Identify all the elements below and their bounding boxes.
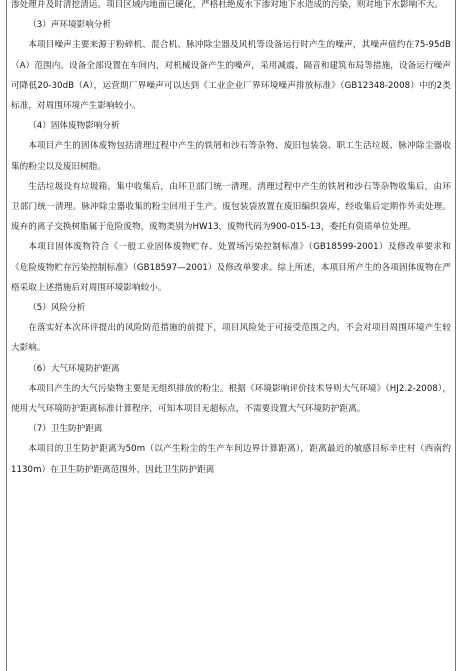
- paragraph-solid-waste-standards: 本项目固体废物符合《一般工业固体废物贮存、处置场污染控制标准》（GB18599-2001）及修改单要求和《危险废物贮存污染控制标准》（GB18597—2001）及修改单要求。综上所述，本项目所产生的各项固体废物在严格采取上述措施后对周围环境影响较小。: [11, 242, 451, 293]
- paragraph-atmospheric-distance: 本项目产生的大气污染物主要是无组织排放的粉尘。根据《环境影响评价技术导则大气环境》（HJ2.2-2008），使用大气环境防护距离标准计算程序，可知本项目无超标点，不需要设置大气环境防护距离。: [11, 383, 451, 415]
- paragraph-risk: 在落实好本次环评提出的风险防范措施的前提下，项目风险处于可接受范围之内，不会对项目周围环境产生较大影响。: [11, 323, 451, 354]
- heading-sanitary-distance: （7）卫生防护距离: [28, 424, 103, 435]
- paragraph-noise: 本项目噪声主要来源于粉碎机、混合机、脉冲除尘器及风机等设备运行时产生的噪声，其噪声值约在75-95dB（A）范围内。设备全部设置在车间内，对机械设备产生的噪声，采用减震、隔音和建筑布局等措施，设备运行噪声可降低20-30dB（A），运营期厂界噪声可以达到《工业企业厂界环境噪声排放标准》（GB12348-2008）中的2类标准，对周围环境产生影响较小。: [11, 40, 451, 112]
- document-body: [11, 0, 451, 480]
- heading-solid-waste: （4）固体废物影响分析: [28, 121, 120, 132]
- heading-risk-analysis: （5）风险分析: [28, 303, 86, 314]
- document-page: [6, 0, 456, 671]
- heading-noise-impact: （3）声环境影响分析: [28, 20, 111, 31]
- heading-atmospheric-distance: （6）大气环境防护距离: [28, 363, 120, 374]
- paragraph-groundwater-tail: 渗处理并及时清挖清运。项目区域内地面已硬化，严格杜绝废水下渗对地下水造成的污染，则对地下水影响不大。: [11, 0, 444, 10]
- paragraph-solid-waste-handling: 生活垃圾设有垃圾箱，集中收集后，由环卫部门统一清理。清理过程中产生的铁屑和沙石等杂物收集后，由环卫部门统一清理。脉冲除尘器收集的粉尘回用于生产。废包装袋放置在废旧编织袋库，经收集后定期作外卖处理。废弃的离子交换树脂属于危险废物，废物类别为HW13，废物代码为900-015-13，委托有资质单位处理。: [11, 181, 451, 233]
- paragraph-solid-waste-sources: 本项目产生的固体废物包括清理过程中产生的铁屑和沙石等杂物、废旧包装袋、职工生活垃圾、脉冲除尘器收集的粉尘以及废旧树脂。: [11, 141, 451, 172]
- paragraph-sanitary-distance: 本项目的卫生防护距离为50m（以产生粉尘的生产车间边界计算距离），距离最近的敏感目标辛庄村（西南约1130m）在卫生防护距离范围外，因此卫生防护距离: [11, 444, 451, 475]
